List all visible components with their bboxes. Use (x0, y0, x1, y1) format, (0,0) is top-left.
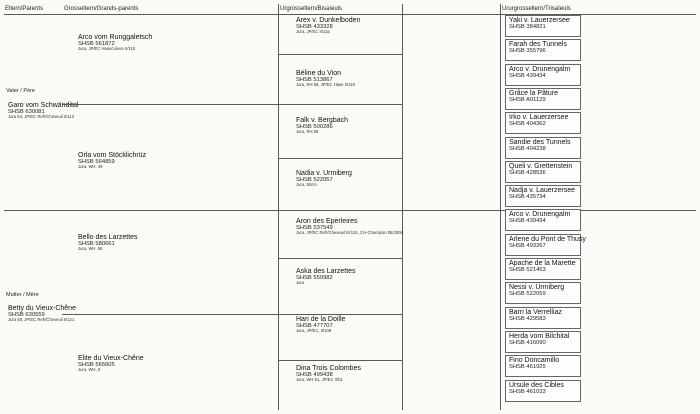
great-great-grandparent-reg: SHSB 521453 (509, 267, 546, 274)
grandparent-info: Jura, WH, 56 (78, 246, 103, 252)
great-grandparent-name: Dina Trois Colombes (296, 365, 361, 372)
great-great-grandparent-entry (505, 137, 581, 159)
grandparent-name: Bello des Larzettes (78, 234, 138, 241)
great-great-grandparent-entry (505, 258, 581, 280)
father-reg: SHSB 630081 (8, 109, 45, 116)
header-great-great-grandparents: Ururgrosseltern/Trisaïeuls (502, 6, 571, 12)
great-great-grandparent-reg: SHSB 429583 (509, 316, 546, 323)
grandparent-reg: SHSB 561872 (78, 41, 115, 48)
great-grandparent-reg: SHSB 433328 (296, 24, 333, 31)
great-grandparent-info: Jura, JP/EC, II/108 (296, 328, 332, 334)
great-great-grandparent-entry (505, 307, 581, 329)
great-grandparent-info: Jura, JP/EC Refr/Cheveuil III/134, CH-Champion 05/2008 (296, 230, 403, 236)
grandparent-divider (62, 104, 278, 105)
great-great-grandparent-entry (505, 64, 581, 86)
great-grandparent-info: Jura, JP/EC II/115 (296, 29, 330, 35)
great-grandparent-divider (279, 104, 402, 105)
great-great-grandparent-name: Barri la Verrelliaz (509, 309, 562, 316)
great-great-grandparent-reg: SHSB 384821 (509, 24, 546, 31)
great-grandparent-entry (296, 70, 355, 88)
great-great-grandparent-reg: SHSB 461925 (509, 364, 546, 371)
great-grandparent-entry (296, 218, 403, 236)
header-rule (4, 14, 696, 15)
great-great-grandparent-name: Arco v. Drunengalm (509, 211, 571, 218)
great-grandparent-entry (296, 117, 348, 135)
great-grandparent-name: Nadia v. Urmiberg (296, 170, 352, 177)
great-grandparent-info: Jura, WH 51, JP/EC II/01 (296, 377, 343, 383)
great-grandparent-divider (279, 210, 402, 211)
mother-info: Jura 58, JP/EC Refr/Cheveuil II/121 (8, 317, 75, 323)
great-grandparent-info: Jura (296, 280, 305, 286)
great-grandparent-name: Arex v. Dunkelboden (296, 17, 361, 24)
father-name: Garo vom Schwändital (8, 102, 79, 109)
grandparent-name: Orla vom Stöcklichrüz (78, 152, 147, 159)
great-great-grandparent-entry (505, 282, 581, 304)
great-grandparent-divider (279, 360, 402, 361)
column-divider-3 (500, 4, 501, 410)
grandparent-name: Elite du Vieux-Chêne (78, 355, 144, 362)
great-great-grandparent-reg: SHSB 522059 (509, 291, 546, 298)
grandparent-reg: SHSB 580661 (78, 241, 115, 248)
great-grandparent-reg: SHSB 522057 (296, 177, 333, 184)
great-grandparent-name: Aska des Larzettes (296, 268, 356, 275)
great-great-grandparent-name: Fino Doncamillo (509, 357, 560, 364)
father-info: Jura 54, JP/EC Refr/Cheveuil II/113 (8, 114, 75, 120)
great-great-grandparent-entry (505, 88, 581, 110)
great-grandparent-info: Jura, RH 58 (296, 129, 319, 135)
great-great-grandparent-reg: SHSB 404362 (509, 121, 546, 128)
great-great-grandparent-reg: SHSB A01129 (509, 97, 546, 104)
header-grandparents: Grosseltern/Grands-parents (64, 6, 139, 12)
great-grandparent-info: Jura, RH 58, JP/EC Hase II/118 (296, 82, 355, 88)
great-great-grandparent-name: Yaki v. Lauerzersee (509, 17, 570, 24)
great-great-grandparent-reg: SHSB 435734 (509, 194, 546, 201)
grandparent-name: Arco vom Runggaletsch (78, 34, 153, 41)
great-grandparent-divider (279, 158, 402, 159)
great-great-grandparent-entry (505, 234, 586, 256)
great-great-grandparent-name: Ursule des Cibles (509, 382, 564, 389)
header-parents: Eltern/Parents (5, 6, 44, 12)
great-grandparent-name: Aron des Eperleires (296, 218, 358, 225)
mother-reg: SHSB 630559 (8, 312, 45, 319)
grandparent-info: Jura, WH, 49 (78, 164, 103, 170)
great-great-grandparent-entry (505, 185, 581, 207)
great-grandparent-divider (279, 54, 402, 55)
great-grandparent-name: Falk v. Bergbach (296, 117, 349, 124)
great-grandparent-entry (296, 365, 361, 383)
great-great-grandparent-reg: SHSB 439434 (509, 218, 546, 225)
great-great-grandparent-entry (505, 380, 581, 402)
great-great-grandparent-name: Arco v. Drunengalm (509, 66, 571, 73)
grandparent-entry (78, 234, 138, 252)
great-great-grandparent-name: Apache de la Marette (509, 260, 576, 267)
father-label: Vater / Père (6, 88, 35, 94)
great-great-grandparent-name: Herda vom Bilchital (509, 333, 570, 340)
great-grandparent-info: Jura, 50cm (296, 182, 317, 188)
great-great-grandparent-name: Irko v. Lauerzersee (509, 114, 569, 121)
great-grandparent-name: Béline du Vion (296, 70, 342, 77)
great-great-grandparent-entry (505, 355, 581, 377)
mother-name: Betty du Vieux-Chêne (8, 305, 76, 312)
mother-label: Mutter / Mère (6, 292, 39, 298)
great-grandparent-entry (296, 268, 356, 286)
great-grandparent-name: Hari de la Doille (296, 316, 346, 323)
great-great-grandparent-reg: SHSB 493267 (509, 243, 546, 250)
great-great-grandparent-entry (505, 331, 581, 353)
great-great-grandparent-reg: SHSB 355796 (509, 48, 546, 55)
great-grandparent-reg: SHSB 500286 (296, 124, 333, 131)
great-grandparent-entry (296, 316, 345, 334)
great-great-grandparent-name: Sandie des Tunnels (509, 139, 571, 146)
grandparent-reg: SHSB 565605 (78, 362, 115, 369)
great-great-grandparent-reg: SHSB 404238 (509, 146, 546, 153)
great-great-grandparent-entry (505, 112, 581, 134)
great-great-grandparent-reg: SHSB 439434 (509, 73, 546, 80)
column-divider-1 (278, 4, 279, 410)
great-great-grandparent-name: Arlene du Pont de Thusy (509, 236, 586, 243)
great-grandparent-entry (296, 170, 352, 188)
great-great-grandparent-name: Farah des Tunnels (509, 41, 567, 48)
great-grandparent-reg: SHSB 499438 (296, 372, 333, 379)
great-great-grandparent-name: Nadja v. Lauerzersee (509, 187, 576, 194)
great-great-grandparent-reg: SHSB 416090 (509, 340, 546, 347)
great-great-grandparent-name: Queli v. Grettenstein (509, 163, 573, 170)
grandparent-entry (78, 34, 152, 52)
great-grandparent-divider (279, 258, 402, 259)
great-great-grandparent-entry (505, 161, 581, 183)
great-grandparent-reg: SHSB 550982 (296, 275, 333, 282)
great-grandparent-entry (296, 17, 360, 35)
great-great-grandparent-entry (505, 39, 581, 61)
great-great-grandparent-name: Nessi v. Urmiberg (509, 284, 565, 291)
great-great-grandparent-reg: SHSB 428536 (509, 170, 546, 177)
grandparent-divider (62, 314, 278, 315)
grandparent-reg: SHSB 564859 (78, 159, 115, 166)
grandparent-entry (78, 355, 144, 373)
header-great-grandparents: Urgrosseltern/Bisaïeuls (280, 6, 343, 12)
grandparent-info: Jura, JP/EC Hase/Lièvre II/110 (78, 46, 136, 52)
great-grandparent-reg: SHSB 477707 (296, 323, 333, 330)
great-great-grandparent-reg: SHSB 461033 (509, 389, 546, 396)
great-grandparent-divider (279, 314, 402, 315)
great-great-grandparent-entry (505, 209, 581, 231)
great-great-grandparent-entry (505, 15, 581, 37)
great-grandparent-reg: SHSB 513867 (296, 77, 333, 84)
column-divider-2 (402, 4, 403, 410)
grandparent-info: Jura, WH, 6 (78, 367, 101, 373)
grandparent-entry (78, 152, 146, 170)
great-great-grandparent-name: Grâce la Pâture (509, 90, 559, 97)
great-grandparent-reg: SHSB 537549 (296, 225, 333, 232)
